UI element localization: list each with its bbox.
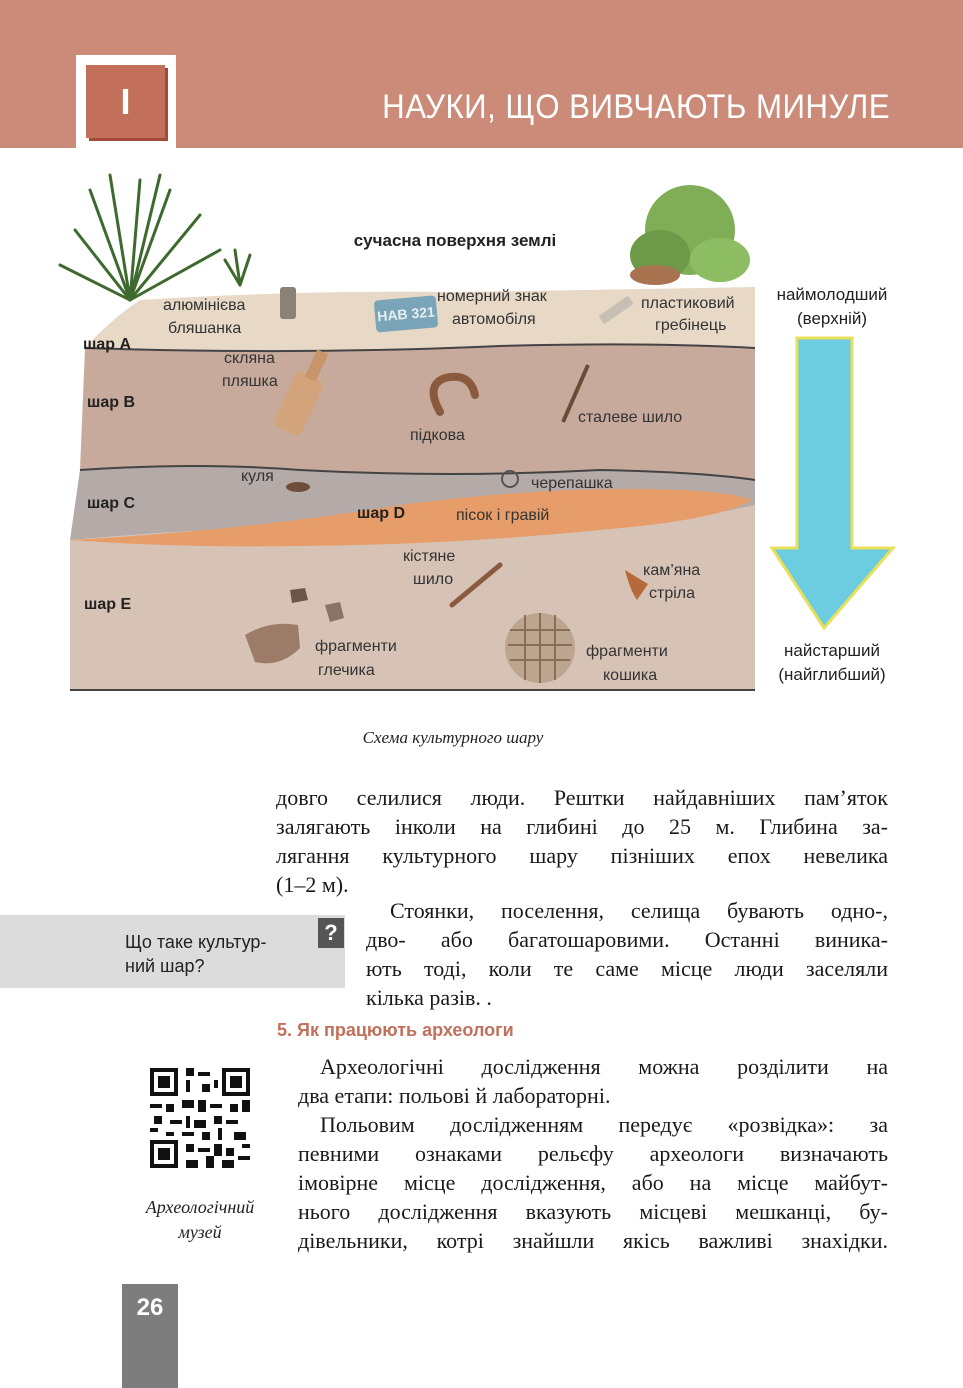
text-line: два етапи: польові й лабораторні. xyxy=(298,1083,611,1108)
qr-caption-line-2: музей xyxy=(178,1222,222,1242)
horseshoe-label: підкова xyxy=(410,427,465,444)
can-label-1: алюмінієва xyxy=(163,297,246,314)
plate-text: НАВ 321 xyxy=(376,303,436,325)
text-line: нього дослідження вказують місцеві мешканці, бу- xyxy=(298,1199,888,1224)
sand-label: пісок і гравій xyxy=(456,507,550,524)
chapter-number: I xyxy=(86,65,165,138)
arrowhead-label-1: кам’яна xyxy=(643,562,701,579)
chapter-title: НАУКИ, ЩО ВИВЧАЮТЬ МИНУЛЕ xyxy=(382,88,890,126)
qr-code-icon[interactable] xyxy=(150,1068,250,1168)
text-line: лягання культурного шару пізніших епох невелика xyxy=(276,843,888,868)
text-line: залягають інколи на глибині до 25 м. Глибина за- xyxy=(276,814,888,839)
paragraph-2-cont xyxy=(366,925,888,1012)
bush-right-icon xyxy=(630,185,750,285)
layer-d-label: шар D xyxy=(357,505,406,522)
pot-label-1: фрагменти xyxy=(315,638,397,655)
qr-caption xyxy=(110,1195,290,1245)
text-line: дівельники, котрі знайшли якісь важливі знахідки. xyxy=(298,1228,888,1253)
bone-awl-label-2: шило xyxy=(413,571,454,588)
text-line: (1–2 м). xyxy=(276,872,349,897)
layer-c-label: шар C xyxy=(87,495,136,512)
text-line: Стоянки, поселення, селища бувають одно-, xyxy=(390,898,888,923)
basket-label-2: кошика xyxy=(603,667,658,684)
text-line: дво- або багатошаровими. Останні виника- xyxy=(366,927,888,952)
paragraph-4 xyxy=(298,1110,888,1255)
text-line: Археологічні дослідження можна розділити на xyxy=(320,1054,888,1079)
license-plate-icon xyxy=(374,295,439,332)
text-line: довго селилися люди. Рештки найдавніших пам’яток xyxy=(276,785,888,810)
question-text xyxy=(125,930,305,978)
basket-fragment-icon xyxy=(505,613,575,683)
grass-left-icon xyxy=(60,175,250,300)
text-line: ють тоді, коли те саме місце люди заселяли xyxy=(366,956,888,981)
oldest-label-2: (найглибший) xyxy=(778,665,886,684)
basket-label-1: фрагменти xyxy=(586,643,668,660)
plate-label-1: номерний знак xyxy=(437,288,547,305)
bullet-icon xyxy=(286,482,310,492)
question-mark-icon: ? xyxy=(318,918,344,948)
plate-label-2: автомобіля xyxy=(452,311,536,328)
text-line: Польовим дослідженням передує «розвідка»: за xyxy=(320,1112,888,1137)
paragraph-1 xyxy=(276,783,888,899)
bottle-label-2: пляшка xyxy=(222,373,278,390)
text-line: певними ознаками рельєфу археологи визначають xyxy=(298,1141,888,1166)
age-arrow-icon xyxy=(772,338,893,628)
layer-e-label: шар E xyxy=(84,596,132,613)
oldest-label-1: найстарший xyxy=(784,641,880,660)
surface-label: сучасна поверхня землі xyxy=(353,231,557,250)
text-line: імовірне місце дослідження, або на місце майбут- xyxy=(298,1170,888,1195)
paragraph-2 xyxy=(370,896,888,925)
question-line-2: ний шар? xyxy=(125,956,205,976)
steel-awl-label: сталеве шило xyxy=(578,409,683,426)
can-icon xyxy=(280,287,296,319)
youngest-label-2: (верхній) xyxy=(796,309,868,328)
pot-label-2: глечика xyxy=(318,662,375,679)
youngest-label-1: наймолодший xyxy=(776,285,888,304)
paragraph-3 xyxy=(298,1052,888,1110)
cultural-layer-diagram xyxy=(0,160,963,720)
bone-awl-label-1: кістяне xyxy=(403,548,456,565)
layer-a-label: шар A xyxy=(83,336,132,353)
comb-label-2: гребінець xyxy=(655,317,727,334)
shell-label: черепашка xyxy=(531,475,613,492)
page-number: 26 xyxy=(136,1294,164,1321)
can-label-2: бляшанка xyxy=(168,320,242,337)
bottle-label-1: скляна xyxy=(224,350,275,367)
question-line-1: Що таке культур- xyxy=(125,932,267,952)
text-line: кілька разів. . xyxy=(366,985,492,1010)
comb-label-1: пластиковий xyxy=(641,295,735,312)
figure-caption: Схема культурного шару xyxy=(362,728,544,747)
qr-caption-line-1: Археологічний xyxy=(145,1197,255,1217)
arrowhead-label-2: стріла xyxy=(649,585,696,602)
layer-b-label: шар B xyxy=(87,394,136,411)
bullet-label: куля xyxy=(241,468,274,485)
section-heading: 5. Як працюють археологи xyxy=(277,1020,514,1040)
